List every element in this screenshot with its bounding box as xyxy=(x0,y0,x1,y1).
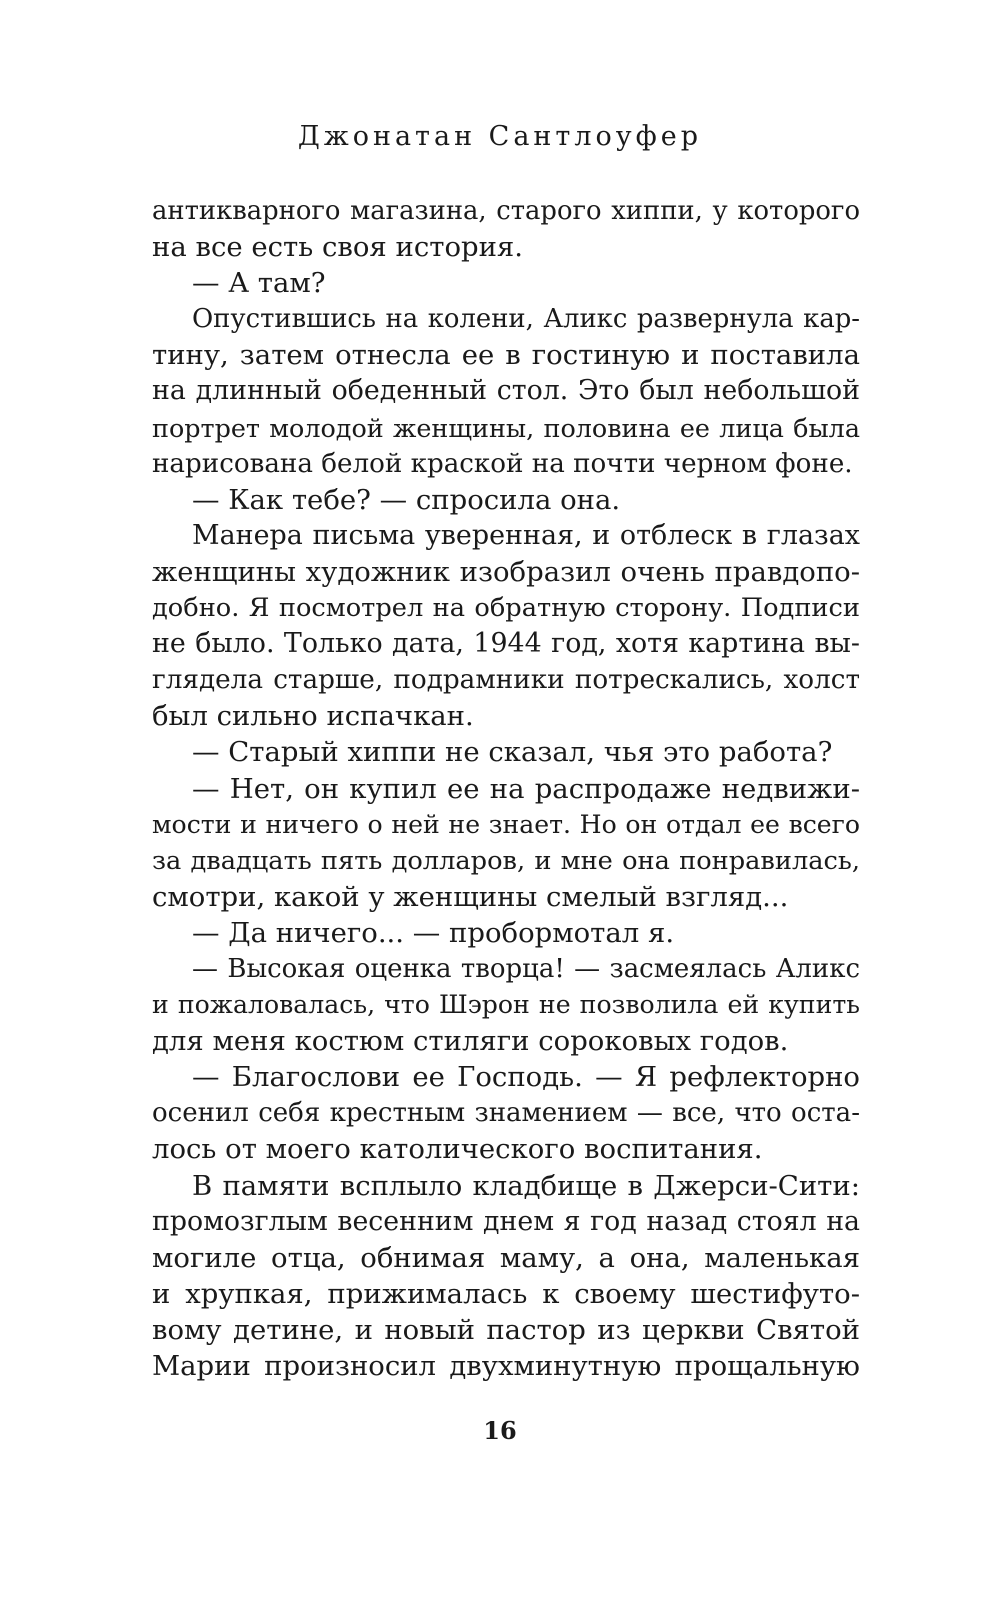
text-line: — Старый хиппи не сказал, чья это работа? xyxy=(192,736,833,769)
text-line: — Да ничего... — пробормотал я. xyxy=(192,916,675,949)
text-line: для меня костюм стиляги сороковых годов. xyxy=(152,1025,789,1058)
text-line: на длинный обеденный стол. Это был небольшой xyxy=(152,375,860,407)
text-line: портрет молодой женщины, половина ее лица была xyxy=(152,412,860,443)
text-line: — А там? xyxy=(192,267,326,300)
text-line: был сильно испачкан. xyxy=(152,700,474,733)
text-line: за двадцать пять долларов, и мне она понравилась, xyxy=(152,845,860,876)
text-line: — Как тебе? — спросила она. xyxy=(192,483,621,516)
text-line: Марии произносил двухминутную прощальную xyxy=(152,1350,860,1382)
text-line: В памяти всплыло кладбище в Джерси-Сити: xyxy=(192,1169,860,1202)
text-line: и пожаловалась, что Шэрон не позволила ей купить xyxy=(152,990,860,1020)
page-number: 16 xyxy=(483,1416,517,1445)
body-text xyxy=(152,193,860,1384)
text-line: добно. Я посмотрел на обратную сторону. Подписи xyxy=(152,593,860,624)
text-line: лось от моего католического воспитания. xyxy=(152,1133,763,1166)
text-line: промозглым весенним днем я год назад стоял на xyxy=(152,1205,860,1237)
text-line: мости и ничего о ней не знает. Но он отдал ее всего xyxy=(152,809,860,839)
text-line: — Высокая оценка творца! — засмеялась Аликс xyxy=(192,953,860,984)
text-line: тину, затем отнесла ее в гостиную и поставила xyxy=(152,339,860,372)
text-line: не было. Только дата, 1944 год, хотя картина вы- xyxy=(152,628,860,660)
text-line: и хрупкая, прижималась к своему шестифуто- xyxy=(152,1277,860,1310)
text-line: — Благослови ее Господь. — Я рефлекторно xyxy=(192,1061,860,1094)
text-line: — Нет, он купил ее на распродаже недвижи- xyxy=(192,772,860,805)
text-line: женщины художник изобразил очень правдопо- xyxy=(152,555,860,588)
running-head: Джонатан Сантлоуфер xyxy=(297,121,703,152)
text-line: антикварного магазина, старого хиппи, у которого xyxy=(152,196,860,226)
text-line: осенил себя крестным знамением — все, что оста- xyxy=(152,1098,860,1129)
text-line: могиле отца, обнимая маму, а она, маленькая xyxy=(152,1241,860,1274)
text-line: Опустившись на колени, Аликс развернула кар- xyxy=(192,304,860,335)
text-line: нарисована белой краской на почти черном фоне. xyxy=(152,448,853,479)
text-line: глядела старше, подрамники потрескались, холст xyxy=(152,665,860,696)
text-line: на все есть своя история. xyxy=(152,231,524,264)
text-line: вому детине, и новый пастор из церкви Святой xyxy=(152,1313,860,1346)
text-line: Манера письма уверенная, и отблеск в глазах xyxy=(192,519,860,551)
text-line: смотри, какой у женщины смелый взгляд... xyxy=(152,880,789,913)
